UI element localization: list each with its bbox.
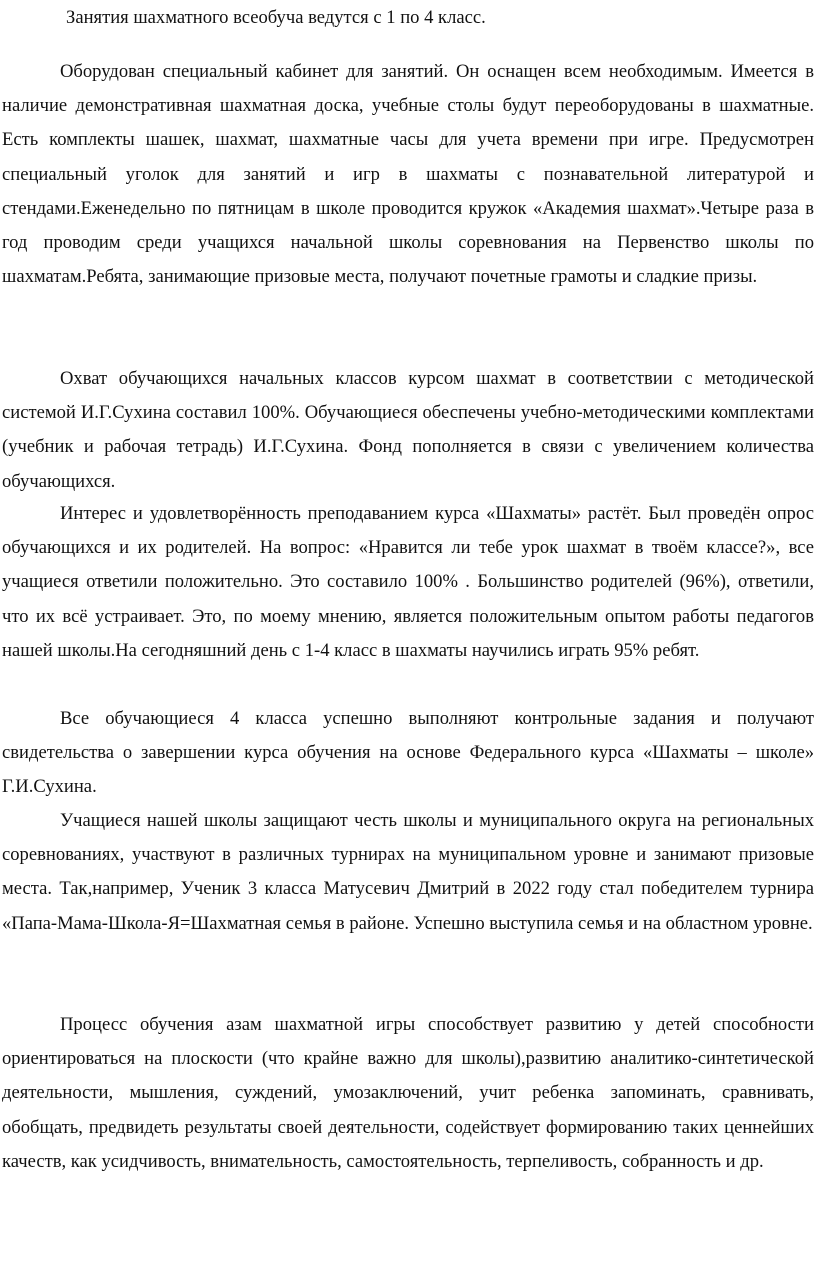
paragraph-certificates: Все обучающиеся 4 класса успешно выполняют контрольные задания и получают свидетельства о завершении курса обучения на основе Федерального курса «Шахматы – школе» Г.И.Сухина.: [2, 708, 814, 798]
intro-line: Занятия шахматного всеобуча ведутся с 1 по 4 класс.: [66, 7, 486, 28]
paragraph-survey: Интерес и удовлетворённость преподаванием курса «Шахматы» растёт. Был проведён опрос обучающихся и их родителей. На вопрос: «Нравится ли тебе урок шахмат в твоём классе?», все учащиеся ответили положительно. Это составило 100% . Большинство родителей (96%), ответили, что их всё устраивает. Это, по моему мнению, является положительным опытом работы педагогов нашей школы.На сегодняшний день с 1-4 класс в шахматы научились играть 95% ребят.: [2, 503, 814, 661]
paragraph-benefits: Процесс обучения азам шахматной игры способствует развитию у детей способности ориентироваться на плоскости (что крайне важно для школы),развитию аналитико-синтетической деятельности, мышления, суждений, умозаключений, учит ребенка запоминать, сравнивать, обобщать, предвидеть результаты своей деятельности, содействует формированию таких ценнейших качеств, как усидчивость, внимательность, самостоятельность, терпеливость, собранность и др.: [2, 1014, 814, 1172]
paragraph-coverage: Охват обучающихся начальных классов курсом шахмат в соответствии с методической системой И.Г.Сухина составил 100%. Обучающиеся обеспечены учебно-методическими комплектами (учебник и рабочая тетрадь) И.Г.Сухина. Фонд пополняется в связи с увеличением количества обучающихся.: [2, 368, 814, 492]
paragraph-equipment: Оборудован специальный кабинет для занятий. Он оснащен всем необходимым. Имеется в наличие демонстративная шахматная доска, учебные столы будут переоборудованы в шахматные. Есть комплекты шашек, шахмат, шахматные часы для учета времени при игре. Предусмотрен специальный уголок для занятий и игр в шахматы с познавательной литературой и стендами.Еженедельно по пятницам в школе проводится кружок «Академия шахмат».Четыре раза в год проводим среди учащихся начальной школы соревнования на Первенство школы по шахматам.Ребята, занимающие призовые места, получают почетные грамоты и сладкие призы.: [2, 61, 814, 288]
paragraph-competitions: Учащиеся нашей школы защищают честь школы и муниципального округа на региональных соревнованиях, участвуют в различных турнирах на муниципальном уровне и занимают призовые места. Так,например, Ученик 3 класса Матусевич Дмитрий в 2022 году стал победителем турнира «Папа-Мама-Школа-Я=Шахматная семья в районе. Успешно выступила семья и на областном уровне.: [2, 810, 814, 934]
